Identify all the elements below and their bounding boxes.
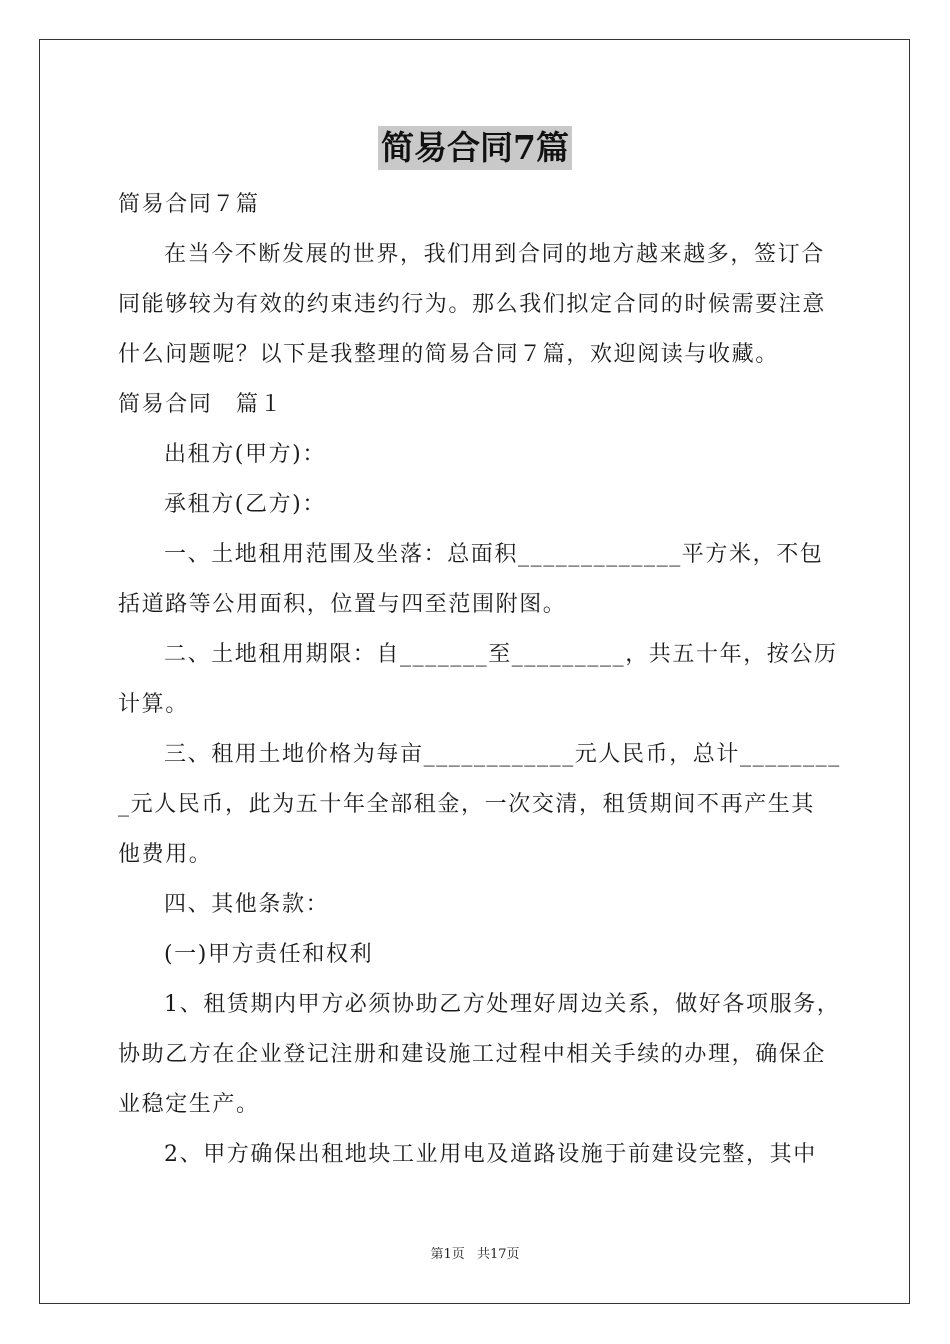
page-footer (0, 1245, 950, 1265)
clause-1-line-1: 一、土地租用范围及坐落：总面积_____________平方米，不包 (164, 542, 824, 567)
clause-1-line-2: 括道路等公用面积，位置与四至范围附图。 (118, 592, 567, 617)
document-title: 简易合同7篇 (378, 126, 572, 170)
item-1-line-3: 业稳定生产。 (118, 1092, 260, 1117)
document-title-wrap (0, 126, 950, 170)
section-heading: 简易合同 篇１ (118, 392, 284, 417)
page-total: 共17页 (476, 1247, 520, 1262)
intro-line-2: 同能够较为有效的约束违约行为。那么我们拟定合同的时候需要注意 (118, 292, 827, 317)
clause-3-line-2: _元人民币，此为五十年全部租金，一次交清，租赁期间不再产生其 (118, 792, 816, 817)
page-number: 第1页 (430, 1247, 465, 1262)
intro-line-1: 在当今不断发展的世界，我们用到合同的地方越来越多，签订合 (164, 242, 825, 267)
clause-2-line-2: 计算。 (118, 692, 189, 717)
lessor-line: 出租方(甲方)： (164, 442, 326, 467)
intro-line-3: 什么问题呢？以下是我整理的简易合同７篇，欢迎阅读与收藏。 (118, 342, 779, 367)
clause-3-line-1: 三、租用土地价格为每亩____________元人民币，总计________ (164, 742, 841, 767)
clause-4-heading: 四、其他条款： (164, 892, 330, 917)
subtitle-line: 简易合同７篇 (118, 192, 260, 217)
lessee-line: 承租方(乙方)： (164, 492, 326, 517)
subsection-heading: (一)甲方责任和权利 (164, 942, 374, 967)
clause-3-line-3: 他费用。 (118, 842, 213, 867)
item-2-line-1: 2、甲方确保出租地块工业用电及道路设施于前建设完整，其中 (164, 1142, 817, 1167)
item-1-line-2: 协助乙方在企业登记注册和建设施工过程中相关手续的办理，确保企 (118, 1042, 827, 1067)
clause-2-line-1: 二、土地租用期限：自_______至_________，共五十年，按公历 (164, 642, 838, 667)
document-body (118, 180, 841, 1180)
item-1-line-1: 1、租赁期内甲方必须协助乙方处理好周边关系，做好各项服务， (164, 992, 841, 1017)
